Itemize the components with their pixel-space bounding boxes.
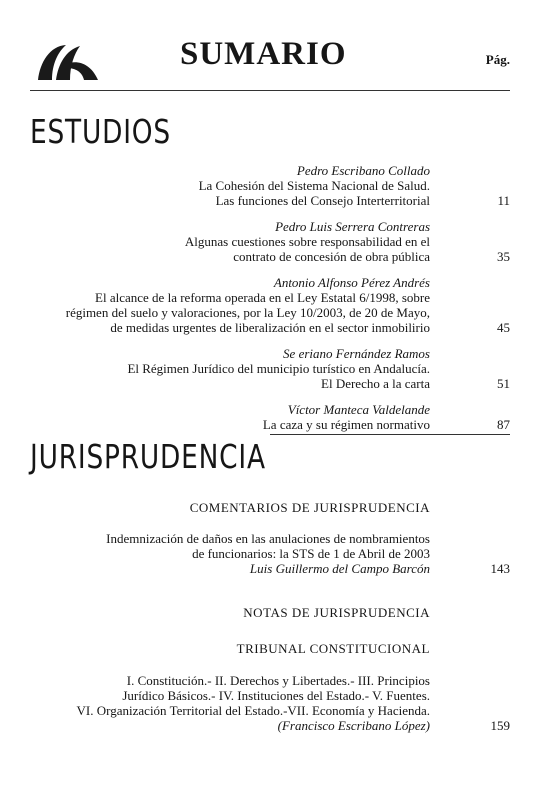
- entry-title-line: Las funciones del Consejo Interterritorial: [215, 193, 430, 208]
- list-item: [30, 219, 430, 264]
- entry-title-line: de funcionarios: la STS de 1 de Abril de 2003: [192, 546, 430, 561]
- entry-title-line: Jurídico Básicos.- IV. Instituciones del Estado.- V. Fuentes.: [122, 688, 430, 703]
- list-item: [30, 531, 430, 576]
- subsection-heading-comentarios: COMENTARIOS DE JURISPRUDENCIA: [189, 500, 430, 515]
- entry-page-number: 159: [490, 718, 510, 733]
- page-column-label: Pág.: [485, 52, 510, 67]
- entry-author: Se eriano Fernández Ramos: [283, 346, 430, 361]
- entry-title-line: Indemnización de daños en las anulaciones de nombramientos: [106, 531, 430, 546]
- entry-title-line: I. Constitución.- II. Derechos y Libertades.- III. Principios: [126, 673, 430, 688]
- entry-title-line: El alcance de la reforma operada en el Ley Estatal 6/1998, sobre: [95, 290, 430, 305]
- entry-author: Luis Guillermo del Campo Barcón: [249, 561, 430, 576]
- entry-author: Víctor Manteca Valdelande: [287, 402, 430, 417]
- entry-page-number: 87: [497, 417, 510, 432]
- journal-logo-icon: [36, 42, 100, 82]
- list-item: [30, 402, 430, 432]
- entry-title-line: VI. Organización Territorial del Estado.-VII. Economía y Hacienda.: [76, 703, 430, 718]
- list-item: [30, 673, 430, 733]
- subsection-heading-tribunal: TRIBUNAL CONSTITUCIONAL: [236, 641, 430, 656]
- entry-title-line: El Derecho a la carta: [321, 376, 430, 391]
- entry-page-number: 45: [497, 320, 510, 335]
- entry-title-line: La Cohesión del Sistema Nacional de Salud.: [198, 178, 430, 193]
- entry-title-line: La caza y su régimen normativo: [262, 417, 430, 432]
- entry-author: (Francisco Escribano López): [277, 718, 430, 733]
- entry-author: Pedro Escribano Collado: [296, 163, 430, 178]
- list-item: [30, 275, 430, 335]
- entry-author: Pedro Luis Serrera Contreras: [275, 219, 430, 234]
- subsection-heading-notas: NOTAS DE JURISPRUDENCIA: [243, 605, 430, 620]
- section-heading-jurisprudencia: JURISPRUDENCIA: [30, 437, 266, 476]
- entry-title-line: régimen del suelo y valoraciones, por la Ley 10/2003, de 20 de Mayo,: [65, 305, 430, 320]
- header-rule: [30, 90, 510, 91]
- entry-author: Antonio Alfonso Pérez Andrés: [273, 275, 430, 290]
- section-heading-estudios: ESTUDIOS: [30, 112, 171, 151]
- entry-page-number: 11: [497, 193, 510, 208]
- list-item: [30, 163, 430, 208]
- entry-page-number: 143: [490, 561, 510, 576]
- page-title: SUMARIO: [180, 36, 347, 72]
- list-item: [30, 346, 430, 391]
- entry-title-line: de medidas urgentes de liberalización en el sector inmobilirio: [110, 320, 430, 335]
- entry-page-number: 35: [497, 249, 510, 264]
- entry-title-line: El Régimen Jurídico del municipio turístico en Andalucía.: [127, 361, 430, 376]
- entry-page-number: 51: [497, 376, 510, 391]
- section-divider: [270, 434, 510, 435]
- entry-title-line: Algunas cuestiones sobre responsabilidad en el: [184, 234, 430, 249]
- entry-title-line: contrato de concesión de obra pública: [233, 249, 430, 264]
